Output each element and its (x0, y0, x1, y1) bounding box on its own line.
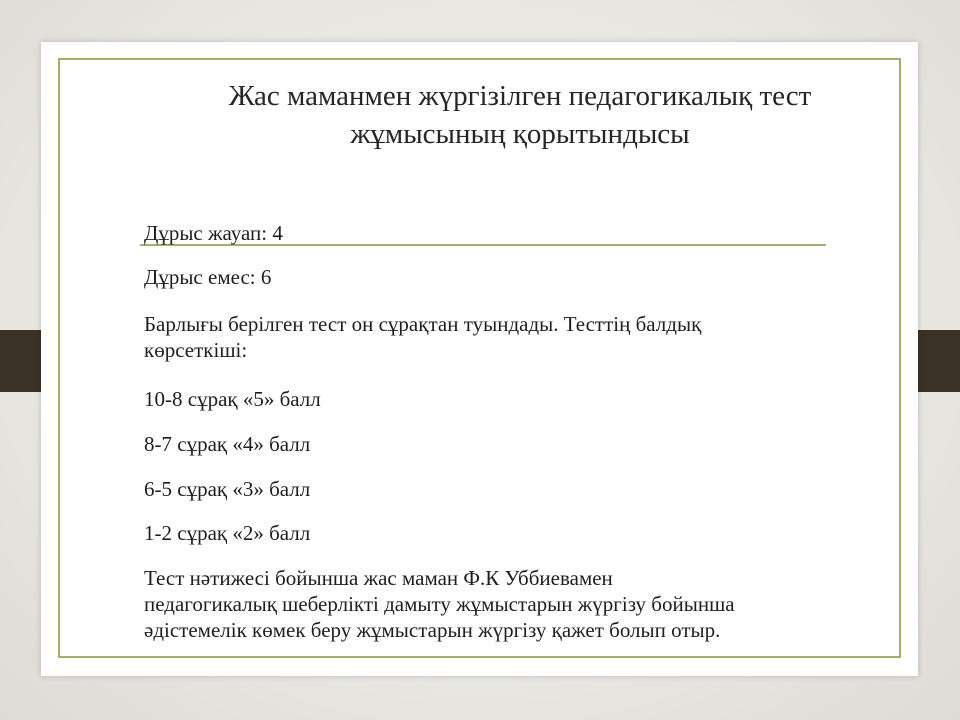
conclusion-line-1: Тест нәтижесі бойынша жас маман Ф.К Уббиевамен (144, 566, 613, 590)
score-row-1: 10-8 сұрақ «5» балл (144, 387, 321, 411)
total-questions-line-2: көрсеткіші: (144, 338, 248, 362)
total-questions-line-1: Барлығы берілген тест он сұрақтан туындады. Тесттің балдық (144, 312, 702, 336)
incorrect-answers-text: Дұрыс емес: 6 (144, 265, 272, 289)
conclusion-text (144, 565, 874, 643)
slide-title-line-2: жұмысының қорытындысы (350, 118, 690, 150)
total-questions-text (144, 311, 874, 363)
score-row-4: 1-2 сұрақ «2» балл (144, 521, 311, 545)
score-row-2: 8-7 сұрақ «4» балл (144, 432, 311, 456)
conclusion-line-2: педагогикалық шеберлікті дамыту жұмыстарын жүргізу бойынша (144, 592, 735, 616)
conclusion-line-3: әдістемелік көмек беру жұмыстарын жүргізу қажет болып отыр. (144, 618, 721, 642)
score-row-3: 6-5 сұрақ «3» балл (144, 477, 311, 501)
slide-title-line-1: Жас маманмен жүргізілген педагогикалық тест (228, 80, 812, 112)
correct-answers-text: Дұрыс жауап: 4 (144, 221, 283, 245)
slide-title (130, 77, 910, 153)
